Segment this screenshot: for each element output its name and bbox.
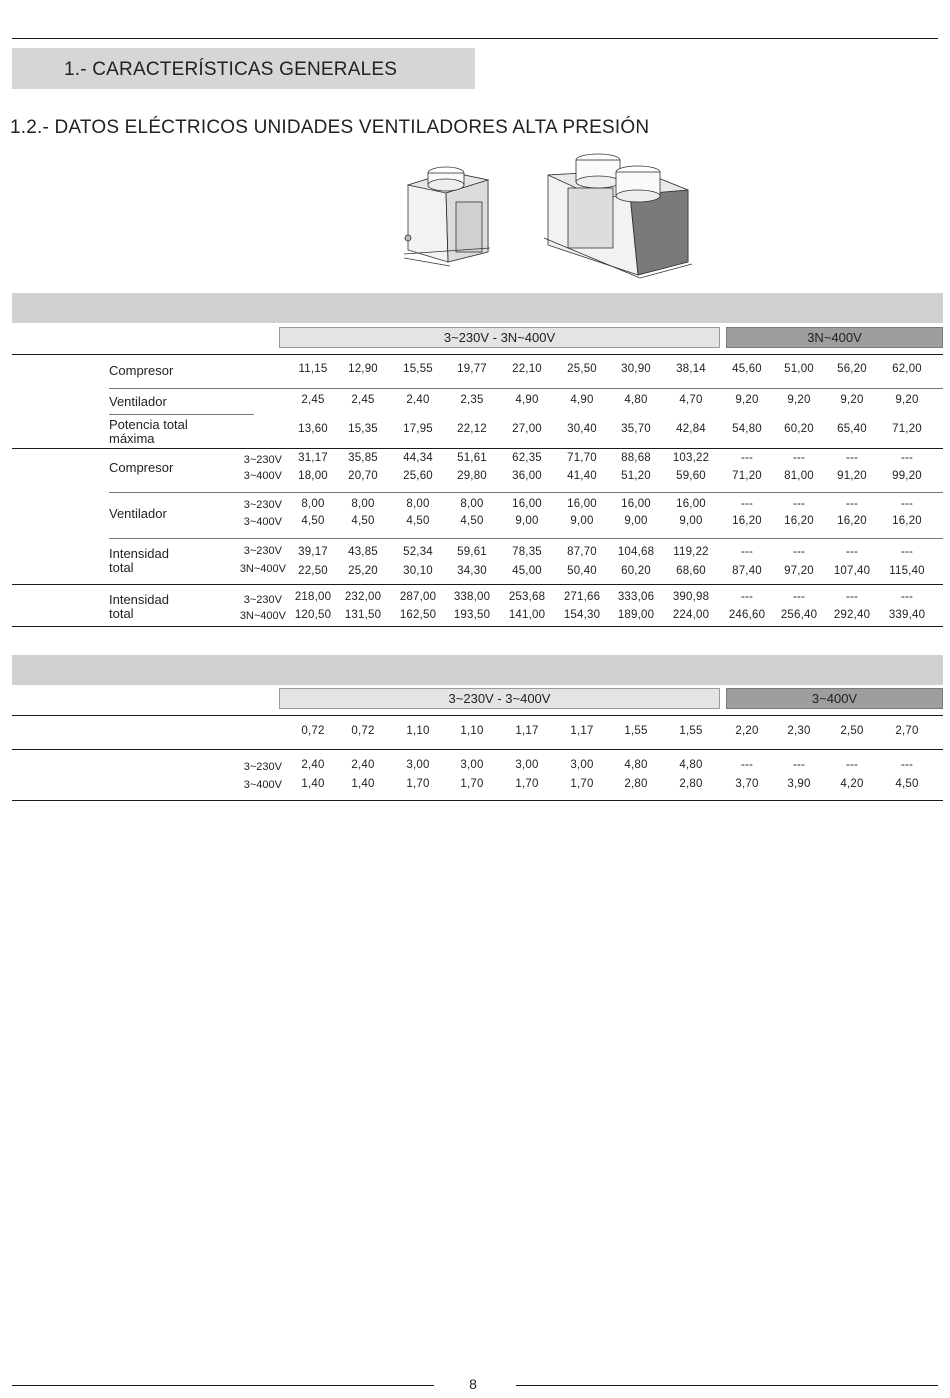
current-cell: 44,34 [403, 452, 433, 464]
volt-label: 3~400V [243, 516, 282, 528]
current-cell: --- [792, 546, 806, 558]
table2-row1-cell: 2,70 [895, 725, 919, 737]
ventilador-power-cell: 4,70 [679, 394, 703, 406]
current-cell: 29,80 [457, 470, 487, 482]
current-cell: 52,34 [403, 546, 433, 558]
current-cell: 97,20 [784, 565, 814, 577]
row-label-potencia-total-text: Potencia total máxima [109, 417, 188, 446]
rule [109, 538, 943, 539]
table2-row2-cell: 2,80 [679, 778, 703, 790]
row-label-ventilador-power: Ventilador [109, 394, 167, 409]
current-cell: 271,66 [563, 591, 601, 603]
current-cell: 20,70 [348, 470, 378, 482]
current-cell: 218,00 [294, 591, 332, 603]
current-cell: 71,70 [567, 452, 597, 464]
current-cell: --- [740, 591, 754, 603]
potencia-total-cell: 65,40 [837, 423, 867, 435]
rule [109, 388, 943, 389]
table2-row2-cell: --- [792, 759, 806, 771]
table1-rule-lower [12, 584, 943, 585]
current-cell: 18,00 [298, 470, 328, 482]
ventilador-power-cell: 2,45 [351, 394, 375, 406]
current-cell: 246,60 [728, 609, 766, 621]
compresor-power-cell: 51,00 [784, 363, 814, 375]
table2-row1-cell: 1,55 [624, 725, 648, 737]
compresor-power-cell: 25,50 [567, 363, 597, 375]
volt-label: 3~400V [243, 779, 282, 791]
table2-row2-cell: 4,80 [679, 759, 703, 771]
current-cell: 34,30 [457, 565, 487, 577]
table2-header-band [12, 655, 943, 685]
ventilador-power-cell: 9,20 [787, 394, 811, 406]
table2-row2-cell: 4,20 [840, 778, 864, 790]
current-cell: 16,20 [732, 515, 762, 527]
current-cell: 31,17 [298, 452, 328, 464]
table2-row2-cell: 3,00 [570, 759, 594, 771]
current-cell: 59,61 [457, 546, 487, 558]
compresor-power-cell: 62,00 [892, 363, 922, 375]
current-cell: 9,00 [679, 515, 703, 527]
current-cell: 287,00 [399, 591, 437, 603]
ventilador-power-cell: 4,90 [515, 394, 539, 406]
current-cell: 253,68 [508, 591, 546, 603]
current-cell: 22,50 [298, 565, 328, 577]
table1-rule-top [12, 354, 943, 355]
compresor-power-cell: 56,20 [837, 363, 867, 375]
table1-rule-bottom [12, 626, 943, 627]
current-cell: 256,40 [780, 609, 818, 621]
current-cell: 103,22 [672, 452, 710, 464]
current-cell: 50,40 [567, 565, 597, 577]
row-label-potencia-total [109, 418, 188, 446]
potencia-total-cell: 60,20 [784, 423, 814, 435]
table2-rule-top [12, 715, 943, 716]
ventilador-power-cell: 2,45 [301, 394, 325, 406]
section-header [12, 48, 475, 89]
table2-row2-cell: 3,90 [787, 778, 811, 790]
table2-row2-cell: 2,80 [624, 778, 648, 790]
units-illustration [398, 150, 698, 285]
table2-row2-cell: 3,00 [406, 759, 430, 771]
compresor-power-cell: 38,14 [676, 363, 706, 375]
compresor-power-cell: 15,55 [403, 363, 433, 375]
table2-voltage-header-2: 3~400V [726, 688, 943, 709]
current-cell: 131,50 [344, 609, 382, 621]
table2-row1-cell: 2,20 [735, 725, 759, 737]
potencia-total-cell: 27,00 [512, 423, 542, 435]
current-cell: 62,35 [512, 452, 542, 464]
current-cell: --- [845, 452, 859, 464]
current-cell: 81,00 [784, 470, 814, 482]
current-cell: 154,30 [563, 609, 601, 621]
table2-voltage-header-1: 3~230V - 3~400V [279, 688, 720, 709]
current-cell: 99,20 [892, 470, 922, 482]
compresor-power-cell: 22,10 [512, 363, 542, 375]
current-cell: --- [900, 452, 914, 464]
ventilador-power-cell: 9,20 [895, 394, 919, 406]
footer-rule-right [516, 1385, 938, 1386]
table2-row2-cell: 1,70 [406, 778, 430, 790]
potencia-total-cell: 22,12 [457, 423, 487, 435]
table1-voltage-header-1: 3~230V - 3N~400V [279, 327, 720, 348]
potencia-total-cell: 35,70 [621, 423, 651, 435]
current-cell: --- [740, 452, 754, 464]
volt-label: 3~230V [243, 594, 282, 606]
compresor-power-cell: 30,90 [621, 363, 651, 375]
table2-row2-cell: 1,70 [460, 778, 484, 790]
current-cell: 51,61 [457, 452, 487, 464]
current-cell: 16,20 [837, 515, 867, 527]
potencia-total-cell: 42,84 [676, 423, 706, 435]
current-cell: 39,17 [298, 546, 328, 558]
table2-row1-cell: 1,17 [515, 725, 539, 737]
table2-row1-cell: 1,55 [679, 725, 703, 737]
current-cell: 8,00 [351, 498, 375, 510]
current-cell: 390,98 [672, 591, 710, 603]
volt-label: 3~230V [243, 545, 282, 557]
current-cell: --- [792, 498, 806, 510]
rule [109, 492, 943, 493]
current-cell: 4,50 [460, 515, 484, 527]
ventilador-power-cell: 4,80 [624, 394, 648, 406]
current-cell: 43,85 [348, 546, 378, 558]
ventilador-power-cell: 2,40 [406, 394, 430, 406]
table1-voltage-header-2: 3N~400V [726, 327, 943, 348]
current-cell: 104,68 [617, 546, 655, 558]
current-cell: 162,50 [399, 609, 437, 621]
volt-label: 3~400V [243, 470, 282, 482]
table2-row1-cell: 1,10 [460, 725, 484, 737]
current-cell: 339,40 [888, 609, 926, 621]
ventilador-power-cell: 9,20 [840, 394, 864, 406]
page-subtitle: 1.2.- DATOS ELÉCTRICOS UNIDADES VENTILADORES ALTA PRESIÓN [10, 117, 650, 138]
current-cell: 292,40 [833, 609, 871, 621]
volt-label: 3~230V [243, 454, 282, 466]
current-cell: 45,00 [512, 565, 542, 577]
current-cell: 88,68 [621, 452, 651, 464]
page-number: 8 [469, 1376, 477, 1392]
potencia-total-cell: 15,35 [348, 423, 378, 435]
table2-row2-cell: 1,70 [515, 778, 539, 790]
compresor-power-cell: 19,77 [457, 363, 487, 375]
compresor-power-cell: 11,15 [298, 363, 328, 375]
row-label-intensidad-total-1 [109, 547, 169, 575]
large-unit-drawing [544, 154, 692, 278]
rule [109, 414, 254, 415]
row-label-intensidad-total-2 [109, 593, 169, 621]
table2-row2-cell: 3,00 [460, 759, 484, 771]
potencia-total-cell: 17,95 [403, 423, 433, 435]
potencia-total-cell: 30,40 [567, 423, 597, 435]
current-cell: --- [740, 546, 754, 558]
compresor-power-cell: 12,90 [348, 363, 378, 375]
current-cell: 115,40 [889, 565, 925, 577]
row-label-compresor-power: Compresor [109, 363, 174, 378]
current-cell: 8,00 [406, 498, 430, 510]
table2-row2-cell: --- [845, 759, 859, 771]
current-cell: 30,10 [403, 565, 433, 577]
current-cell: 78,35 [512, 546, 542, 558]
current-cell: 189,00 [617, 609, 655, 621]
current-cell: 4,50 [301, 515, 325, 527]
current-cell: --- [900, 498, 914, 510]
current-cell: --- [845, 591, 859, 603]
current-cell: 68,60 [676, 565, 706, 577]
volt-label: 3N~400V [239, 610, 286, 622]
current-cell: --- [900, 591, 914, 603]
row-label-ventilador-current: Ventilador [109, 506, 167, 521]
current-cell: 36,00 [512, 470, 542, 482]
current-cell: 224,00 [672, 609, 710, 621]
current-cell: 35,85 [348, 452, 378, 464]
footer-rule-left [12, 1385, 434, 1386]
compresor-power-cell: 45,60 [732, 363, 762, 375]
current-cell: 51,20 [621, 470, 651, 482]
current-cell: 71,20 [732, 470, 762, 482]
current-cell: 9,00 [515, 515, 539, 527]
potencia-total-cell: 13,60 [298, 423, 328, 435]
current-cell: --- [845, 498, 859, 510]
current-cell: 25,60 [403, 470, 433, 482]
current-cell: 8,00 [460, 498, 484, 510]
current-cell: 16,00 [512, 498, 542, 510]
volt-label: 3~230V [243, 761, 282, 773]
table2-row1-cell: 1,10 [406, 725, 430, 737]
current-cell: 338,00 [453, 591, 491, 603]
table2-row1-cell: 1,17 [570, 725, 594, 737]
current-cell: 9,00 [570, 515, 594, 527]
row-label-compresor-current: Compresor [109, 460, 174, 475]
table2-row2-cell: 4,80 [624, 759, 648, 771]
current-cell: 60,20 [621, 565, 651, 577]
current-cell: 16,00 [676, 498, 706, 510]
current-cell: --- [740, 498, 754, 510]
current-cell: 107,40 [833, 565, 871, 577]
ventilador-power-cell: 2,35 [460, 394, 484, 406]
current-cell: 41,40 [567, 470, 597, 482]
table2-row1-cell: 2,50 [840, 725, 864, 737]
table2-rule-mid [12, 749, 943, 750]
table2-row2-cell: 3,70 [735, 778, 759, 790]
current-cell: 333,06 [617, 591, 655, 603]
table2-row2-cell: 1,70 [570, 778, 594, 790]
current-cell: 87,70 [567, 546, 597, 558]
current-cell: 16,00 [567, 498, 597, 510]
table1-rule-mid [12, 448, 943, 449]
row-label-intensidad-total-1-text: Intensidad total [109, 546, 169, 575]
volt-label: 3N~400V [239, 563, 286, 575]
current-cell: --- [792, 452, 806, 464]
current-cell: 59,60 [676, 470, 706, 482]
current-cell: 8,00 [301, 498, 325, 510]
volt-label: 3~230V [243, 499, 282, 511]
current-cell: 4,50 [406, 515, 430, 527]
table2-row2-cell: 4,50 [895, 778, 919, 790]
table2-row1-cell: 0,72 [301, 725, 325, 737]
table2-row1-cell: 0,72 [351, 725, 375, 737]
small-unit-drawing [404, 167, 490, 266]
current-cell: 91,20 [837, 470, 867, 482]
current-cell: --- [845, 546, 859, 558]
current-cell: --- [900, 546, 914, 558]
row-label-intensidad-total-2-text: Intensidad total [109, 592, 169, 621]
current-cell: 119,22 [673, 546, 709, 558]
table2-row2-cell: 2,40 [351, 759, 375, 771]
potencia-total-cell: 71,20 [892, 423, 922, 435]
current-cell: 25,20 [348, 565, 378, 577]
table2-row2-cell: 1,40 [351, 778, 375, 790]
table2-row2-cell: --- [900, 759, 914, 771]
table2-row2-cell: --- [740, 759, 754, 771]
table2-row1-cell: 2,30 [787, 725, 811, 737]
table2-row2-cell: 3,00 [515, 759, 539, 771]
current-cell: 193,50 [453, 609, 491, 621]
table2-row2-cell: 2,40 [301, 759, 325, 771]
ventilador-power-cell: 4,90 [570, 394, 594, 406]
current-cell: --- [792, 591, 806, 603]
current-cell: 16,20 [784, 515, 814, 527]
top-rule [12, 38, 938, 39]
current-cell: 9,00 [624, 515, 648, 527]
current-cell: 16,20 [892, 515, 922, 527]
current-cell: 16,00 [621, 498, 651, 510]
current-cell: 141,00 [508, 609, 546, 621]
ventilador-power-cell: 9,20 [735, 394, 759, 406]
section-title: 1.- CARACTERÍSTICAS GENERALES [64, 59, 398, 80]
potencia-total-cell: 54,80 [732, 423, 762, 435]
current-cell: 4,50 [351, 515, 375, 527]
current-cell: 120,50 [294, 609, 332, 621]
current-cell: 232,00 [344, 591, 382, 603]
table1-header-band [12, 293, 943, 323]
table2-rule-bottom [12, 800, 943, 801]
table2-row2-cell: 1,40 [301, 778, 325, 790]
current-cell: 87,40 [732, 565, 762, 577]
